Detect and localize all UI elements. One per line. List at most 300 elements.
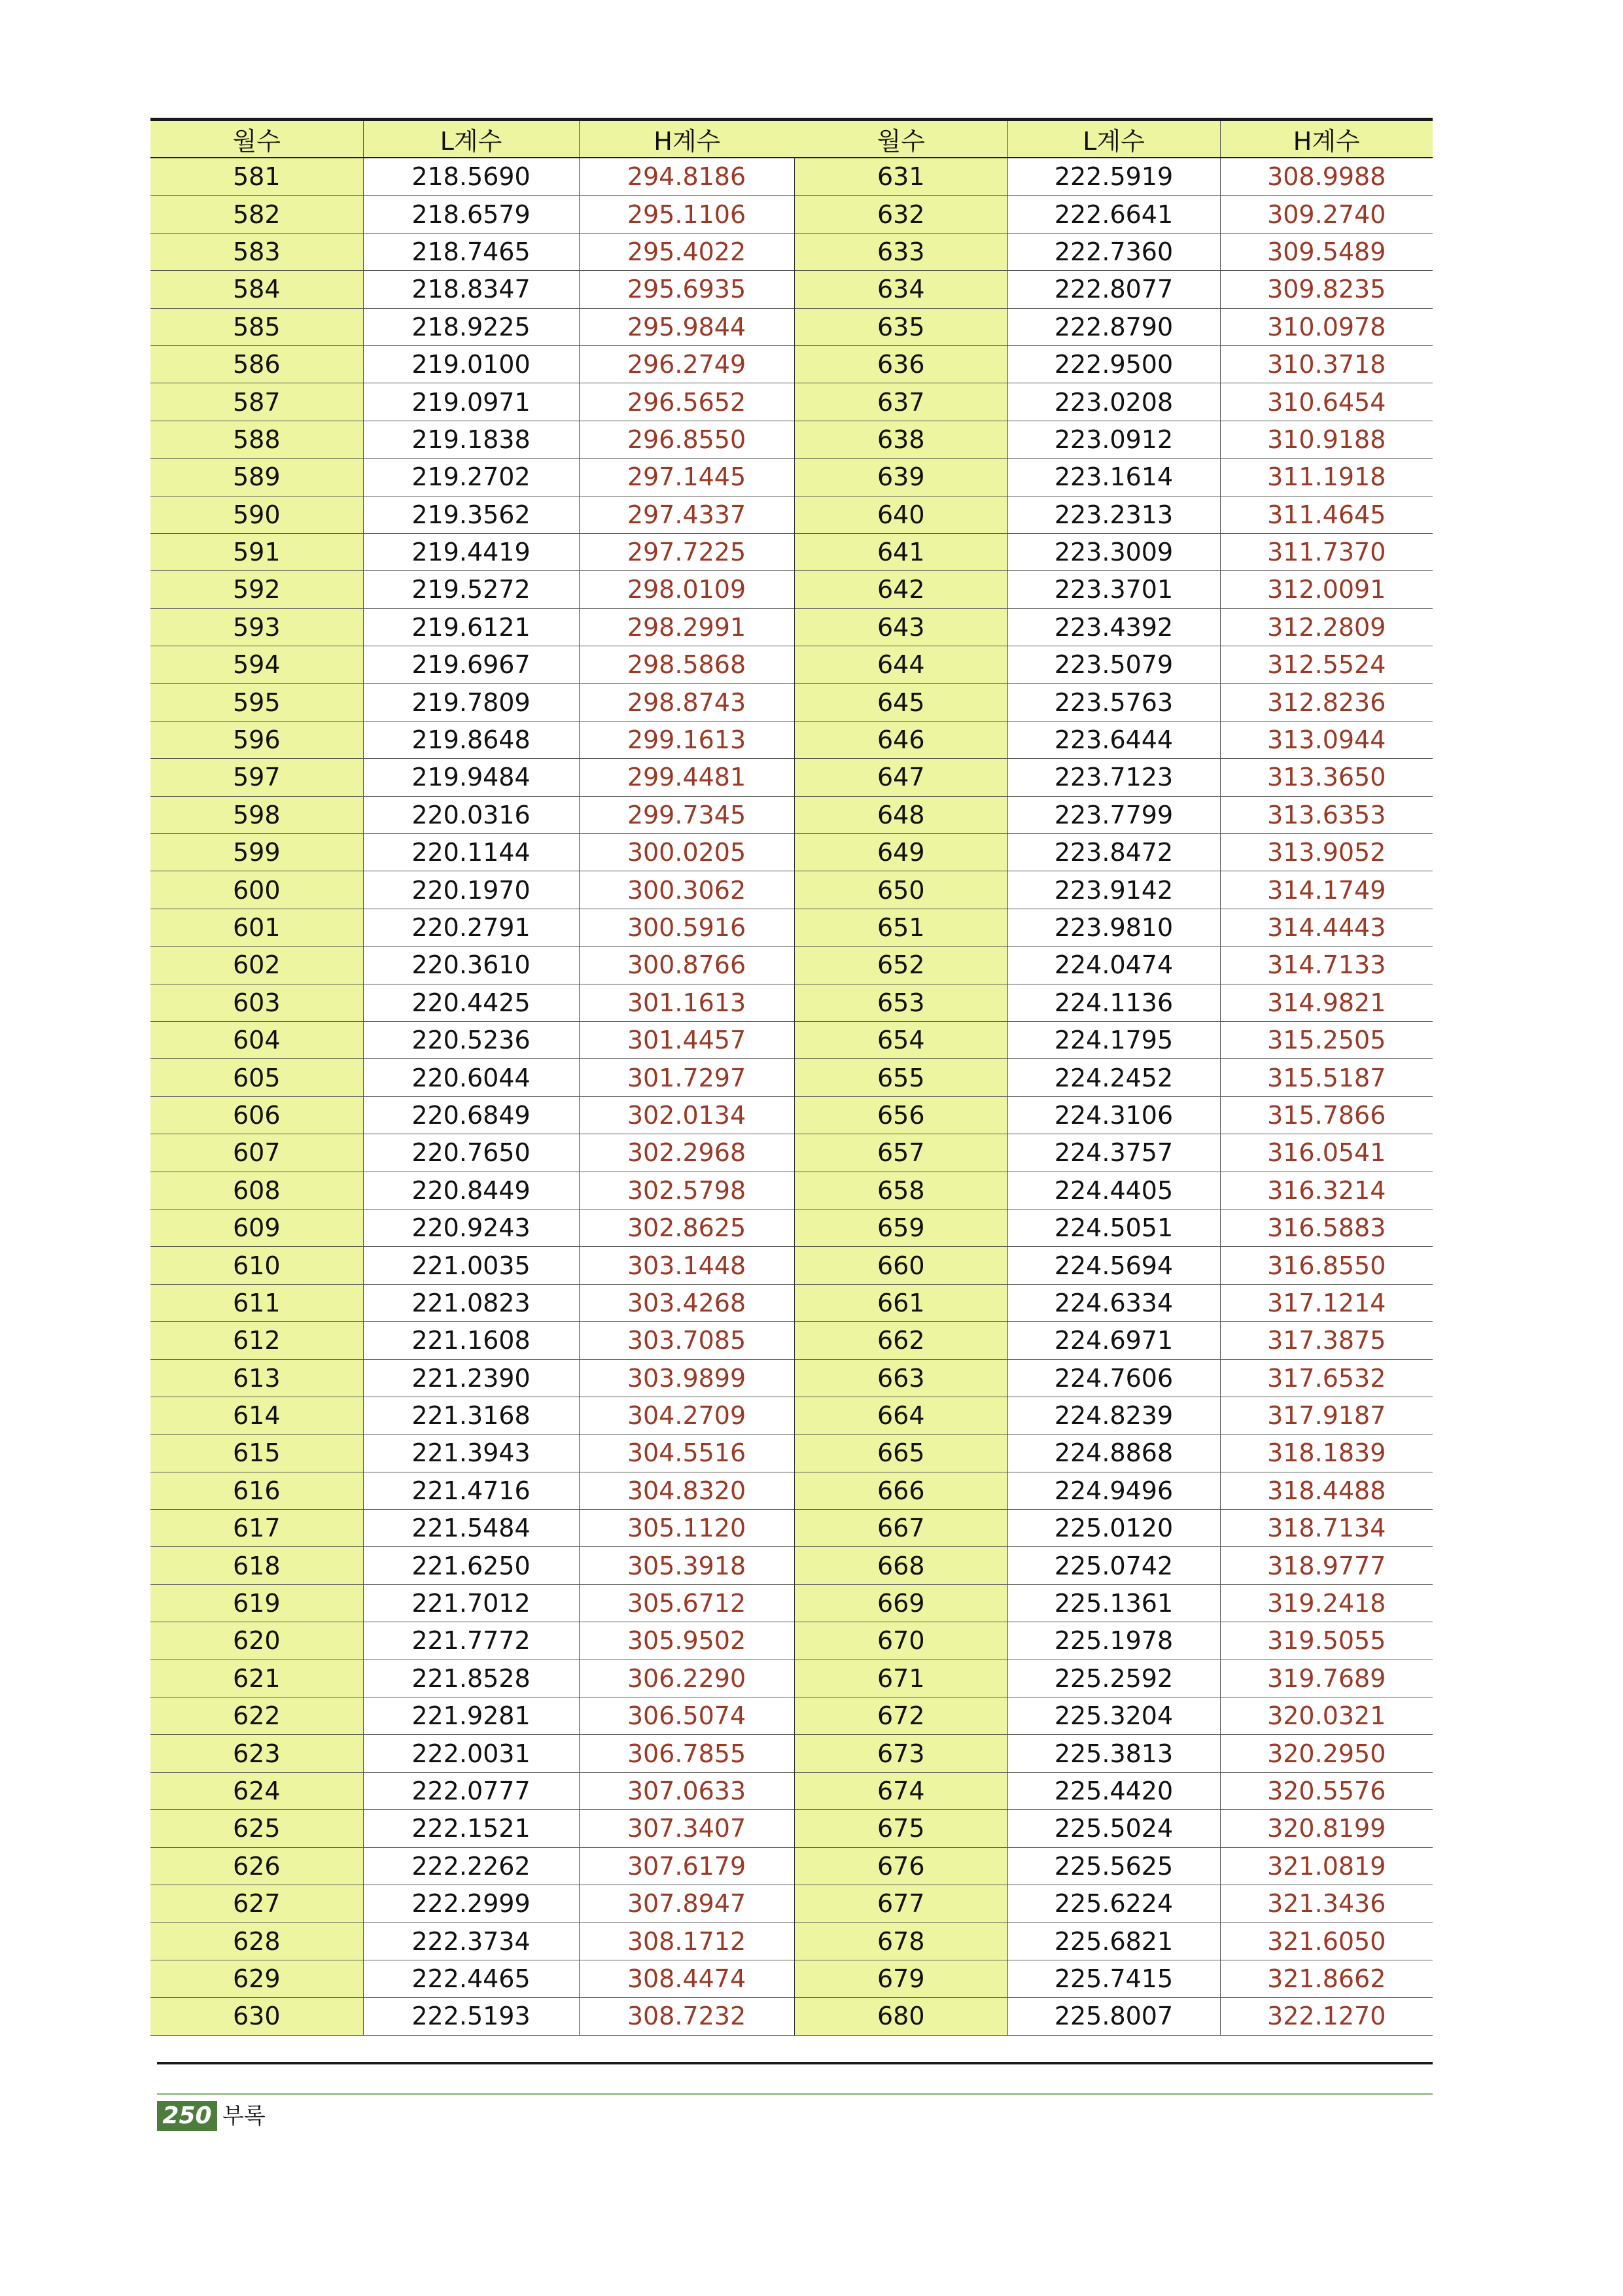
h-coefficient-cell: 299.4481 — [579, 759, 795, 796]
h-coefficient-cell: 316.3214 — [1220, 1172, 1433, 1209]
table-row — [150, 571, 795, 608]
h-coefficient-cell: 313.9052 — [1220, 834, 1433, 871]
month-cell: 628 — [150, 1922, 363, 1960]
table-row — [795, 1885, 1433, 1922]
table-row — [150, 1584, 795, 1622]
h-coefficient-cell: 317.3875 — [1220, 1322, 1433, 1359]
h-coefficient-cell: 302.5798 — [579, 1172, 795, 1209]
h-coefficient-cell: 313.3650 — [1220, 759, 1433, 796]
h-coefficient-cell: 312.5524 — [1220, 646, 1433, 684]
table-row — [795, 1322, 1433, 1359]
month-cell: 584 — [150, 271, 363, 308]
month-cell: 666 — [795, 1472, 1007, 1509]
h-coefficient-cell: 301.1613 — [579, 984, 795, 1021]
month-cell: 608 — [150, 1172, 363, 1209]
l-coefficient-cell: 222.9500 — [1007, 345, 1220, 383]
table-row — [150, 1096, 795, 1134]
l-coefficient-cell: 223.0912 — [1007, 421, 1220, 458]
month-cell: 617 — [150, 1510, 363, 1547]
table-row — [150, 1247, 795, 1284]
h-coefficient-cell: 296.2749 — [579, 345, 795, 383]
month-cell: 623 — [150, 1735, 363, 1772]
l-coefficient-cell: 224.7606 — [1007, 1359, 1220, 1397]
month-cell: 647 — [795, 759, 1007, 796]
h-coefficient-cell: 314.7133 — [1220, 947, 1433, 984]
month-cell: 645 — [795, 684, 1007, 721]
h-coefficient-cell: 312.8236 — [1220, 684, 1433, 721]
table-row — [150, 308, 795, 345]
table-row — [795, 1660, 1433, 1697]
table-row — [150, 1284, 795, 1321]
table-row — [795, 759, 1433, 796]
l-coefficient-cell: 223.7799 — [1007, 796, 1220, 833]
h-coefficient-cell: 321.3436 — [1220, 1885, 1433, 1922]
table-row — [795, 421, 1433, 458]
month-cell: 678 — [795, 1922, 1007, 1960]
table-header-row — [795, 120, 1433, 158]
month-cell: 614 — [150, 1397, 363, 1434]
table-row — [795, 1021, 1433, 1058]
l-coefficient-cell: 221.0823 — [363, 1284, 579, 1321]
table-row — [150, 196, 795, 233]
l-coefficient-cell: 221.7772 — [363, 1622, 579, 1660]
h-coefficient-cell: 302.2968 — [579, 1134, 795, 1172]
table-row — [795, 1435, 1433, 1472]
table-row — [795, 571, 1433, 608]
table-row — [150, 233, 795, 270]
table-row — [150, 1510, 795, 1547]
h-coefficient-cell: 316.8550 — [1220, 1247, 1433, 1284]
l-coefficient-cell: 224.4405 — [1007, 1172, 1220, 1209]
h-coefficient-cell: 315.2505 — [1220, 1021, 1433, 1058]
month-cell: 660 — [795, 1247, 1007, 1284]
table-row — [795, 1059, 1433, 1096]
month-cell: 634 — [795, 271, 1007, 308]
table-row — [795, 1547, 1433, 1584]
h-coefficient-cell: 322.1270 — [1220, 1998, 1433, 2035]
h-coefficient-cell: 296.8550 — [579, 421, 795, 458]
l-coefficient-cell: 224.8868 — [1007, 1435, 1220, 1472]
month-cell: 599 — [150, 834, 363, 871]
month-cell: 618 — [150, 1547, 363, 1584]
table-row — [150, 1472, 795, 1509]
h-coefficient-cell: 311.1918 — [1220, 459, 1433, 496]
h-coefficient-cell: 321.8662 — [1220, 1960, 1433, 1997]
h-coefficient-cell: 317.9187 — [1220, 1397, 1433, 1434]
table-header-row — [150, 120, 795, 158]
l-coefficient-cell: 219.2702 — [363, 459, 579, 496]
month-cell: 627 — [150, 1885, 363, 1922]
l-coefficient-cell: 225.4420 — [1007, 1772, 1220, 1809]
l-coefficient-cell: 222.7360 — [1007, 233, 1220, 270]
month-cell: 677 — [795, 1885, 1007, 1922]
table-row — [795, 947, 1433, 984]
month-cell: 675 — [795, 1810, 1007, 1847]
month-cell: 595 — [150, 684, 363, 721]
table-row — [150, 1172, 795, 1209]
l-coefficient-cell: 224.1136 — [1007, 984, 1220, 1021]
month-cell: 635 — [795, 308, 1007, 345]
table-row — [795, 796, 1433, 833]
l-coefficient-cell: 219.5272 — [363, 571, 579, 608]
h-coefficient-cell: 312.0091 — [1220, 571, 1433, 608]
l-coefficient-cell: 218.9225 — [363, 308, 579, 345]
table-row — [795, 345, 1433, 383]
month-cell: 669 — [795, 1584, 1007, 1622]
h-coefficient-cell: 298.5868 — [579, 646, 795, 684]
month-cell: 586 — [150, 345, 363, 383]
h-coefficient-cell: 307.8947 — [579, 1885, 795, 1922]
h-coefficient-cell: 308.1712 — [579, 1922, 795, 1960]
header-months: 월수 — [150, 120, 363, 158]
table-body-right — [795, 158, 1433, 2035]
month-cell: 664 — [795, 1397, 1007, 1434]
table-row — [150, 1059, 795, 1096]
month-cell: 585 — [150, 308, 363, 345]
l-coefficient-cell: 219.3562 — [363, 496, 579, 533]
table-row — [150, 1960, 795, 1997]
month-cell: 672 — [795, 1697, 1007, 1735]
month-cell: 637 — [795, 383, 1007, 421]
l-coefficient-cell: 224.1795 — [1007, 1021, 1220, 1058]
l-coefficient-cell: 219.6121 — [363, 608, 579, 646]
l-coefficient-cell: 223.7123 — [1007, 759, 1220, 796]
month-cell: 603 — [150, 984, 363, 1021]
month-cell: 602 — [150, 947, 363, 984]
h-coefficient-cell: 312.2809 — [1220, 608, 1433, 646]
month-cell: 601 — [150, 909, 363, 946]
month-cell: 631 — [795, 158, 1007, 196]
month-cell: 663 — [795, 1359, 1007, 1397]
l-coefficient-cell: 218.6579 — [363, 196, 579, 233]
table-row — [795, 308, 1433, 345]
l-coefficient-cell: 219.0100 — [363, 345, 579, 383]
header-months: 월수 — [795, 120, 1007, 158]
l-coefficient-cell: 220.3610 — [363, 947, 579, 984]
table-row — [150, 1772, 795, 1809]
h-coefficient-cell: 303.9899 — [579, 1359, 795, 1397]
l-coefficient-cell: 224.5694 — [1007, 1247, 1220, 1284]
header-l-coefficient: L계수 — [363, 120, 579, 158]
l-coefficient-cell: 221.6250 — [363, 1547, 579, 1584]
table-row — [150, 796, 795, 833]
l-coefficient-cell: 225.7415 — [1007, 1960, 1220, 1997]
l-coefficient-cell: 223.3009 — [1007, 533, 1220, 570]
month-cell: 598 — [150, 796, 363, 833]
l-coefficient-cell: 218.7465 — [363, 233, 579, 270]
l-coefficient-cell: 222.0031 — [363, 1735, 579, 1772]
l-coefficient-cell: 225.8007 — [1007, 1998, 1220, 2035]
l-coefficient-cell: 221.9281 — [363, 1697, 579, 1735]
l-coefficient-cell: 225.3813 — [1007, 1735, 1220, 1772]
table-body-left — [150, 158, 795, 2035]
h-coefficient-cell: 314.9821 — [1220, 984, 1433, 1021]
l-coefficient-cell: 220.8449 — [363, 1172, 579, 1209]
h-coefficient-cell: 299.7345 — [579, 796, 795, 833]
l-coefficient-cell: 224.6334 — [1007, 1284, 1220, 1321]
h-coefficient-cell: 310.0978 — [1220, 308, 1433, 345]
table-row — [795, 1584, 1433, 1622]
table-row — [150, 947, 795, 984]
coefficient-table-left — [150, 118, 796, 2036]
month-cell: 673 — [795, 1735, 1007, 1772]
month-cell: 620 — [150, 1622, 363, 1660]
l-coefficient-cell: 220.4425 — [363, 984, 579, 1021]
table-row — [150, 684, 795, 721]
h-coefficient-cell: 304.5516 — [579, 1435, 795, 1472]
table-row — [795, 1247, 1433, 1284]
table-row — [150, 909, 795, 946]
table-row — [795, 909, 1433, 946]
h-coefficient-cell: 303.7085 — [579, 1322, 795, 1359]
h-coefficient-cell: 311.4645 — [1220, 496, 1433, 533]
h-coefficient-cell: 313.6353 — [1220, 796, 1433, 833]
h-coefficient-cell: 310.6454 — [1220, 383, 1433, 421]
month-cell: 662 — [795, 1322, 1007, 1359]
l-coefficient-cell: 221.0035 — [363, 1247, 579, 1284]
l-coefficient-cell: 224.3106 — [1007, 1096, 1220, 1134]
h-coefficient-cell: 294.8186 — [579, 158, 795, 196]
month-cell: 610 — [150, 1247, 363, 1284]
table-row — [795, 684, 1433, 721]
month-cell: 630 — [150, 1998, 363, 2035]
h-coefficient-cell: 305.6712 — [579, 1584, 795, 1622]
l-coefficient-cell: 222.3734 — [363, 1922, 579, 1960]
table-row — [795, 233, 1433, 270]
l-coefficient-cell: 223.5763 — [1007, 684, 1220, 721]
h-coefficient-cell: 306.7855 — [579, 1735, 795, 1772]
table-row — [150, 759, 795, 796]
month-cell: 619 — [150, 1584, 363, 1622]
month-cell: 588 — [150, 421, 363, 458]
month-cell: 625 — [150, 1810, 363, 1847]
h-coefficient-cell: 311.7370 — [1220, 533, 1433, 570]
l-coefficient-cell: 225.6821 — [1007, 1922, 1220, 1960]
h-coefficient-cell: 318.7134 — [1220, 1510, 1433, 1547]
l-coefficient-cell: 223.3701 — [1007, 571, 1220, 608]
h-coefficient-cell: 316.5883 — [1220, 1209, 1433, 1246]
month-cell: 648 — [795, 796, 1007, 833]
l-coefficient-cell: 223.4392 — [1007, 608, 1220, 646]
table-row — [150, 1885, 795, 1922]
h-coefficient-cell: 313.0944 — [1220, 721, 1433, 758]
l-coefficient-cell: 224.9496 — [1007, 1472, 1220, 1509]
h-coefficient-cell: 295.9844 — [579, 308, 795, 345]
month-cell: 649 — [795, 834, 1007, 871]
table-row — [150, 1397, 795, 1434]
table-row — [795, 608, 1433, 646]
h-coefficient-cell: 303.1448 — [579, 1247, 795, 1284]
h-coefficient-cell: 309.2740 — [1220, 196, 1433, 233]
month-cell: 587 — [150, 383, 363, 421]
h-coefficient-cell: 317.6532 — [1220, 1359, 1433, 1397]
l-coefficient-cell: 220.2791 — [363, 909, 579, 946]
h-coefficient-cell: 305.1120 — [579, 1510, 795, 1547]
table-row — [795, 1998, 1433, 2035]
h-coefficient-cell: 315.5187 — [1220, 1059, 1433, 1096]
table-row — [150, 1021, 795, 1058]
table-row — [150, 533, 795, 570]
h-coefficient-cell: 319.2418 — [1220, 1584, 1433, 1622]
month-cell: 594 — [150, 646, 363, 684]
table-row — [795, 496, 1433, 533]
table-row — [150, 1209, 795, 1246]
h-coefficient-cell: 320.2950 — [1220, 1735, 1433, 1772]
table-row — [795, 1622, 1433, 1660]
month-cell: 633 — [795, 233, 1007, 270]
h-coefficient-cell: 301.7297 — [579, 1059, 795, 1096]
table-row — [795, 1510, 1433, 1547]
table-row — [150, 421, 795, 458]
h-coefficient-cell: 309.5489 — [1220, 233, 1433, 270]
l-coefficient-cell: 220.1970 — [363, 871, 579, 909]
l-coefficient-cell: 219.9484 — [363, 759, 579, 796]
h-coefficient-cell: 295.4022 — [579, 233, 795, 270]
month-cell: 593 — [150, 608, 363, 646]
table-row — [795, 646, 1433, 684]
month-cell: 626 — [150, 1847, 363, 1885]
table-row — [150, 1134, 795, 1172]
month-cell: 665 — [795, 1435, 1007, 1472]
h-coefficient-cell: 297.1445 — [579, 459, 795, 496]
month-cell: 679 — [795, 1960, 1007, 1997]
table-row — [150, 1697, 795, 1735]
h-coefficient-cell: 317.1214 — [1220, 1284, 1433, 1321]
table-row — [150, 383, 795, 421]
table-row — [795, 533, 1433, 570]
l-coefficient-cell: 219.6967 — [363, 646, 579, 684]
h-coefficient-cell: 316.0541 — [1220, 1134, 1433, 1172]
month-cell: 657 — [795, 1134, 1007, 1172]
month-cell: 674 — [795, 1772, 1007, 1809]
table-row — [795, 383, 1433, 421]
l-coefficient-cell: 223.9142 — [1007, 871, 1220, 909]
table-row — [150, 1359, 795, 1397]
l-coefficient-cell: 223.2313 — [1007, 496, 1220, 533]
table-row — [795, 1096, 1433, 1134]
month-cell: 670 — [795, 1622, 1007, 1660]
h-coefficient-cell: 297.4337 — [579, 496, 795, 533]
table-row — [795, 871, 1433, 909]
l-coefficient-cell: 220.9243 — [363, 1209, 579, 1246]
month-cell: 646 — [795, 721, 1007, 758]
l-coefficient-cell: 218.5690 — [363, 158, 579, 196]
l-coefficient-cell: 225.5625 — [1007, 1847, 1220, 1885]
h-coefficient-cell: 299.1613 — [579, 721, 795, 758]
table-row — [150, 1735, 795, 1772]
l-coefficient-cell: 222.5193 — [363, 1998, 579, 2035]
h-coefficient-cell: 319.5055 — [1220, 1622, 1433, 1660]
l-coefficient-cell: 221.3943 — [363, 1435, 579, 1472]
h-coefficient-cell: 321.6050 — [1220, 1922, 1433, 1960]
h-coefficient-cell: 306.2290 — [579, 1660, 795, 1697]
l-coefficient-cell: 221.5484 — [363, 1510, 579, 1547]
l-coefficient-cell: 220.6849 — [363, 1096, 579, 1134]
table-row — [795, 1810, 1433, 1847]
month-cell: 583 — [150, 233, 363, 270]
h-coefficient-cell: 307.6179 — [579, 1847, 795, 1885]
l-coefficient-cell: 222.0777 — [363, 1772, 579, 1809]
header-h-coefficient: H계수 — [1220, 120, 1433, 158]
h-coefficient-cell: 309.8235 — [1220, 271, 1433, 308]
h-coefficient-cell: 307.3407 — [579, 1810, 795, 1847]
l-coefficient-cell: 219.1838 — [363, 421, 579, 458]
table-row — [795, 1284, 1433, 1321]
h-coefficient-cell: 304.8320 — [579, 1472, 795, 1509]
table-row — [795, 1960, 1433, 1997]
month-cell: 639 — [795, 459, 1007, 496]
l-coefficient-cell: 223.5079 — [1007, 646, 1220, 684]
h-coefficient-cell: 319.7689 — [1220, 1660, 1433, 1697]
l-coefficient-cell: 219.4419 — [363, 533, 579, 570]
month-cell: 615 — [150, 1435, 363, 1472]
month-cell: 656 — [795, 1096, 1007, 1134]
month-cell: 612 — [150, 1322, 363, 1359]
l-coefficient-cell: 222.2999 — [363, 1885, 579, 1922]
month-cell: 643 — [795, 608, 1007, 646]
table-row — [795, 1209, 1433, 1246]
table-row — [150, 496, 795, 533]
h-coefficient-cell: 320.5576 — [1220, 1772, 1433, 1809]
month-cell: 667 — [795, 1510, 1007, 1547]
h-coefficient-cell: 320.0321 — [1220, 1697, 1433, 1735]
month-cell: 651 — [795, 909, 1007, 946]
footer-rule — [157, 2093, 1433, 2095]
l-coefficient-cell: 219.0971 — [363, 383, 579, 421]
l-coefficient-cell: 220.7650 — [363, 1134, 579, 1172]
l-coefficient-cell: 225.1361 — [1007, 1584, 1220, 1622]
table-row — [795, 984, 1433, 1021]
h-coefficient-cell: 298.0109 — [579, 571, 795, 608]
l-coefficient-cell: 225.3204 — [1007, 1697, 1220, 1735]
l-coefficient-cell: 222.2262 — [363, 1847, 579, 1885]
month-cell: 659 — [795, 1209, 1007, 1246]
l-coefficient-cell: 222.4465 — [363, 1960, 579, 1997]
h-coefficient-cell: 300.0205 — [579, 834, 795, 871]
h-coefficient-cell: 321.0819 — [1220, 1847, 1433, 1885]
table-row — [150, 1810, 795, 1847]
h-coefficient-cell: 308.7232 — [579, 1998, 795, 2035]
l-coefficient-cell: 220.5236 — [363, 1021, 579, 1058]
month-cell: 611 — [150, 1284, 363, 1321]
h-coefficient-cell: 315.7866 — [1220, 1096, 1433, 1134]
month-cell: 629 — [150, 1960, 363, 1997]
h-coefficient-cell: 308.4474 — [579, 1960, 795, 1997]
month-cell: 613 — [150, 1359, 363, 1397]
month-cell: 607 — [150, 1134, 363, 1172]
l-coefficient-cell: 221.2390 — [363, 1359, 579, 1397]
table-row — [795, 1359, 1433, 1397]
table-row — [795, 1922, 1433, 1960]
month-cell: 650 — [795, 871, 1007, 909]
l-coefficient-cell: 223.8472 — [1007, 834, 1220, 871]
table-row — [795, 1472, 1433, 1509]
month-cell: 653 — [795, 984, 1007, 1021]
l-coefficient-cell: 222.1521 — [363, 1810, 579, 1847]
month-cell: 621 — [150, 1660, 363, 1697]
h-coefficient-cell: 310.9188 — [1220, 421, 1433, 458]
h-coefficient-cell: 302.0134 — [579, 1096, 795, 1134]
month-cell: 644 — [795, 646, 1007, 684]
table-row — [150, 1847, 795, 1885]
l-coefficient-cell: 225.5024 — [1007, 1810, 1220, 1847]
month-cell: 668 — [795, 1547, 1007, 1584]
l-coefficient-cell: 225.2592 — [1007, 1660, 1220, 1697]
section-label: 부록 — [222, 2103, 266, 2129]
month-cell: 605 — [150, 1059, 363, 1096]
month-cell: 654 — [795, 1021, 1007, 1058]
h-coefficient-cell: 307.0633 — [579, 1772, 795, 1809]
